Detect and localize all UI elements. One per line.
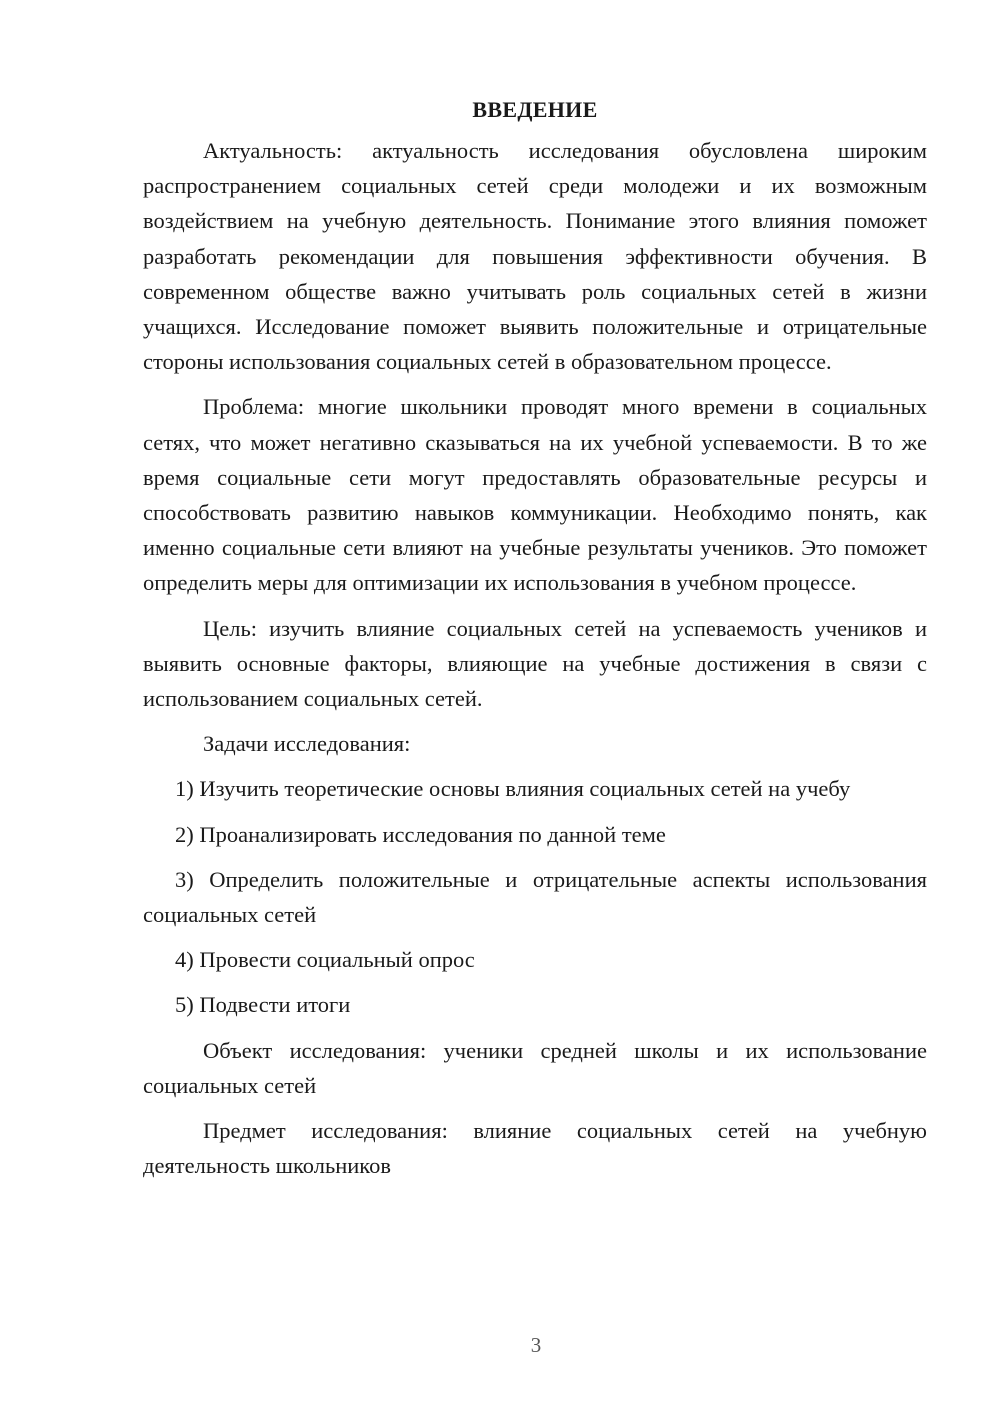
page-number: 3	[530, 1333, 542, 1357]
task-item: 4) Провести социальный опрос	[175, 947, 475, 973]
page-content	[143, 92, 927, 1193]
object-paragraph: Объект исследования: ученики средней школы и их использование социальных сетей	[143, 1037, 927, 1098]
problem-paragraph: Проблема: многие школьники проводят много времени в социальных сетях, что может негативно сказываться на их учебной успеваемости. В то же время социальные сети могут предоставлять образовательные ресурсы и способствовать развитию навыков коммуникации. Необходимо понять, как именно социальные сети влияют на учебные результаты учеников. Это поможет определить меры для оптимизации их использования в учебном процессе.	[143, 394, 927, 596]
section-heading: ВВЕДЕНИЕ	[472, 97, 598, 122]
task-item: 5) Подвести итоги	[175, 992, 351, 1018]
tasks-title: Задачи исследования:	[203, 731, 411, 757]
relevance-paragraph: Актуальность: актуальность исследования обусловлена широким распространением социальных сетей среди молодежи и их возможным воздействием на учебную деятельность. Понимание этого влияния поможет разработать рекомендации для повышения эффективности обучения. В современном обществе важно учитывать роль социальных сетей в жизни учащихся. Исследование поможет выявить положительные и отрицательные стороны использования социальных сетей в образовательном процессе.	[143, 138, 927, 375]
task-item: 2) Проанализировать исследования по данной теме	[175, 821, 666, 847]
task-item: 1) Изучить теоретические основы влияния социальных сетей на учебу	[175, 776, 851, 802]
task-item: 3) Определить положительные и отрицательные аспекты использования социальных сетей	[143, 866, 927, 928]
goal-paragraph: Цель: изучить влияние социальных сетей на успеваемость учеников и выявить основные факторы, влияющие на учебные достижения в связи с использованием социальных сетей.	[143, 615, 927, 712]
subject-paragraph: Предмет исследования: влияние социальных сетей на учебную деятельность школьников	[143, 1118, 927, 1179]
